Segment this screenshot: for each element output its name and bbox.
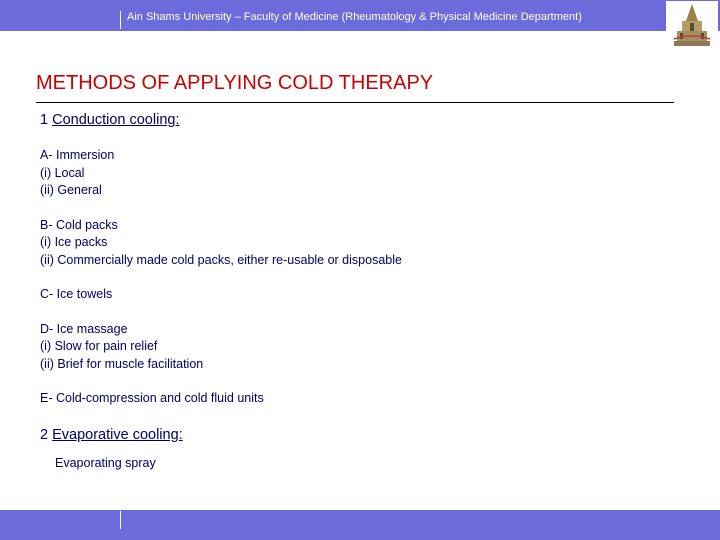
slide-content — [40, 110, 700, 472]
list-item: (i) Local — [40, 165, 85, 180]
list-group-cold-compression — [40, 390, 700, 408]
list-group-evaporative — [40, 455, 700, 473]
footer-divider — [120, 511, 121, 529]
slide-title: METHODS OF APPLYING COLD THERAPY — [36, 72, 434, 94]
list-item: (ii) Brief for muscle facilitation — [40, 356, 204, 371]
list-group-immersion — [40, 147, 700, 200]
list-item: C- Ice towels — [40, 287, 113, 301]
list-item: (ii) Commercially made cold packs, either re-usable or disposable — [40, 252, 402, 267]
list-item: E- Cold-compression and cold fluid units — [40, 391, 264, 405]
list-item: (ii) General — [40, 183, 102, 197]
section-heading-label: Conduction cooling: — [52, 112, 180, 128]
section-heading-label: Evaporative cooling: — [52, 426, 183, 443]
section-number: 1 — [40, 112, 49, 128]
header-divider — [120, 11, 121, 29]
section-number: 2 — [40, 426, 49, 443]
list-group-cold-packs — [40, 217, 700, 270]
list-item: (i) Slow for pain relief — [40, 339, 158, 353]
title-divider — [36, 102, 674, 103]
list-group-ice-towels — [40, 286, 700, 304]
section-heading-conduction — [40, 110, 700, 130]
list-item: (i) Ice packs — [40, 235, 108, 249]
list-item: D- Ice massage — [40, 321, 128, 336]
university-logo-icon — [666, 1, 718, 49]
header-text: Ain Shams University – Faculty of Medicine (Rheumatology & Physical Medicine Department) — [127, 11, 582, 23]
list-item: Evaporating spray — [55, 455, 156, 470]
list-item: B- Cold packs — [40, 217, 118, 232]
footer-bar — [0, 510, 720, 540]
list-group-ice-massage — [40, 321, 700, 374]
list-item: A- Immersion — [40, 148, 115, 162]
section-heading-evaporative — [40, 425, 700, 445]
